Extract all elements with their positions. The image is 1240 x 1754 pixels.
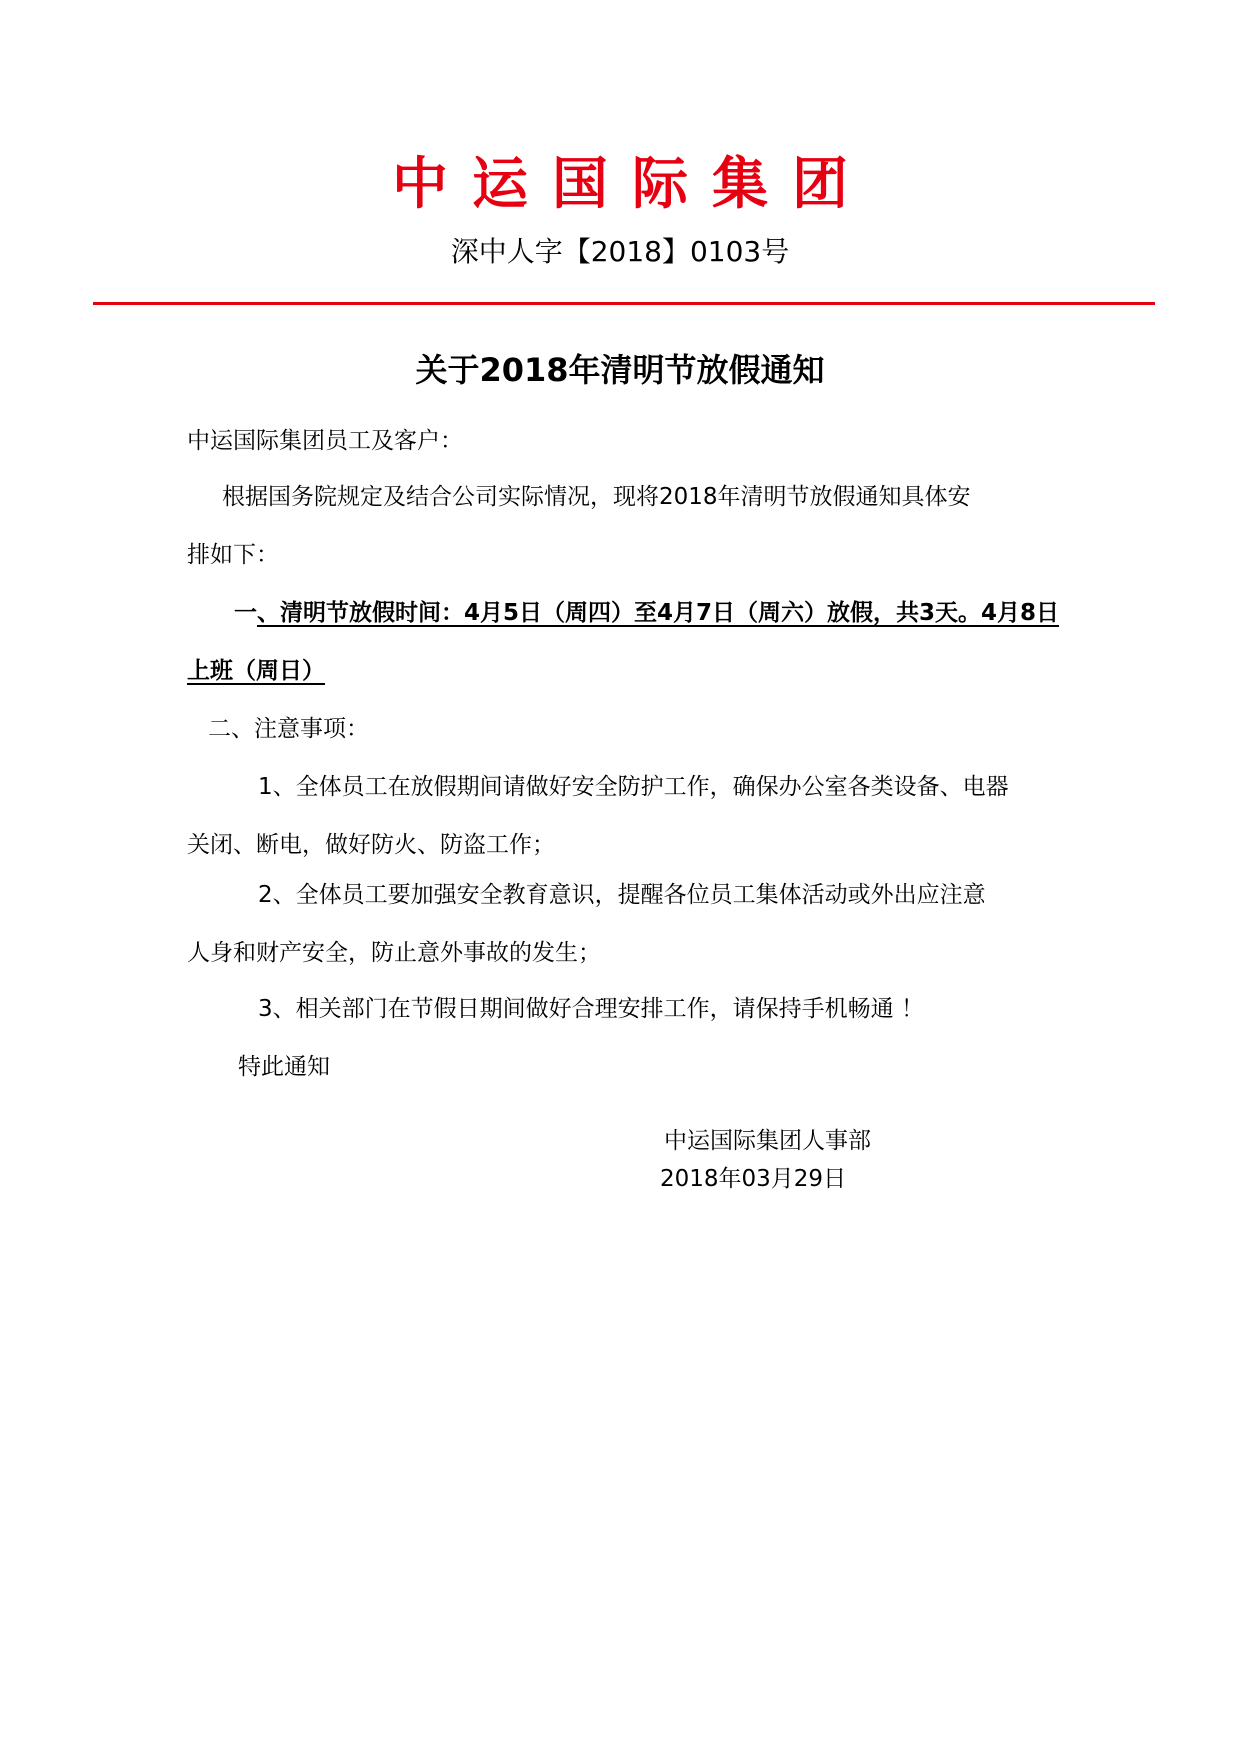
section-1-line-1 (234, 596, 1059, 630)
item-1-line-2: 关闭、断电，做好防火、防盗工作； (187, 832, 555, 858)
notice-title: 关于2018年清明节放假通知 (415, 351, 825, 389)
signature-date: 2018年03月29日 (660, 1166, 847, 1192)
item-2-line-2: 人身和财产安全，防止意外事故的发生； (187, 940, 601, 966)
item-3-line-1: 3、相关部门在节假日期间做好合理安排工作，请保持手机畅通 ！ (258, 996, 924, 1022)
item-2-line-1: 2、全体员工要加强安全教育意识，提醒各位员工集体活动或外出应注意 (258, 882, 986, 908)
section-1-line-2: 上班（周日） (187, 658, 325, 684)
signature-department: 中运国际集团人事部 (664, 1128, 871, 1154)
section-1-number: 一 (234, 600, 257, 626)
closing-remark: 特此通知 (238, 1054, 330, 1080)
organization-title: 中运国际集团 (392, 152, 872, 217)
intro-paragraph-line-2: 排如下： (187, 542, 279, 568)
item-1-line-1: 1、全体员工在放假期间请做好安全防护工作，确保办公室各类设备、电器 (258, 774, 1009, 800)
intro-paragraph-line-1: 根据国务院规定及结合公司实际情况，现将2018年清明节放假通知具体安 (222, 484, 971, 510)
header-divider (93, 302, 1155, 305)
section-2-heading: 二、注意事项： (208, 716, 369, 742)
document-number: 深中人字【2018】0103号 (450, 235, 790, 268)
section-1-holiday-dates: 、清明节放假时间：4月5日（周四）至4月7日（周六）放假，共3天。4月8日 (257, 600, 1060, 626)
salutation: 中运国际集团员工及客户： (187, 428, 463, 454)
